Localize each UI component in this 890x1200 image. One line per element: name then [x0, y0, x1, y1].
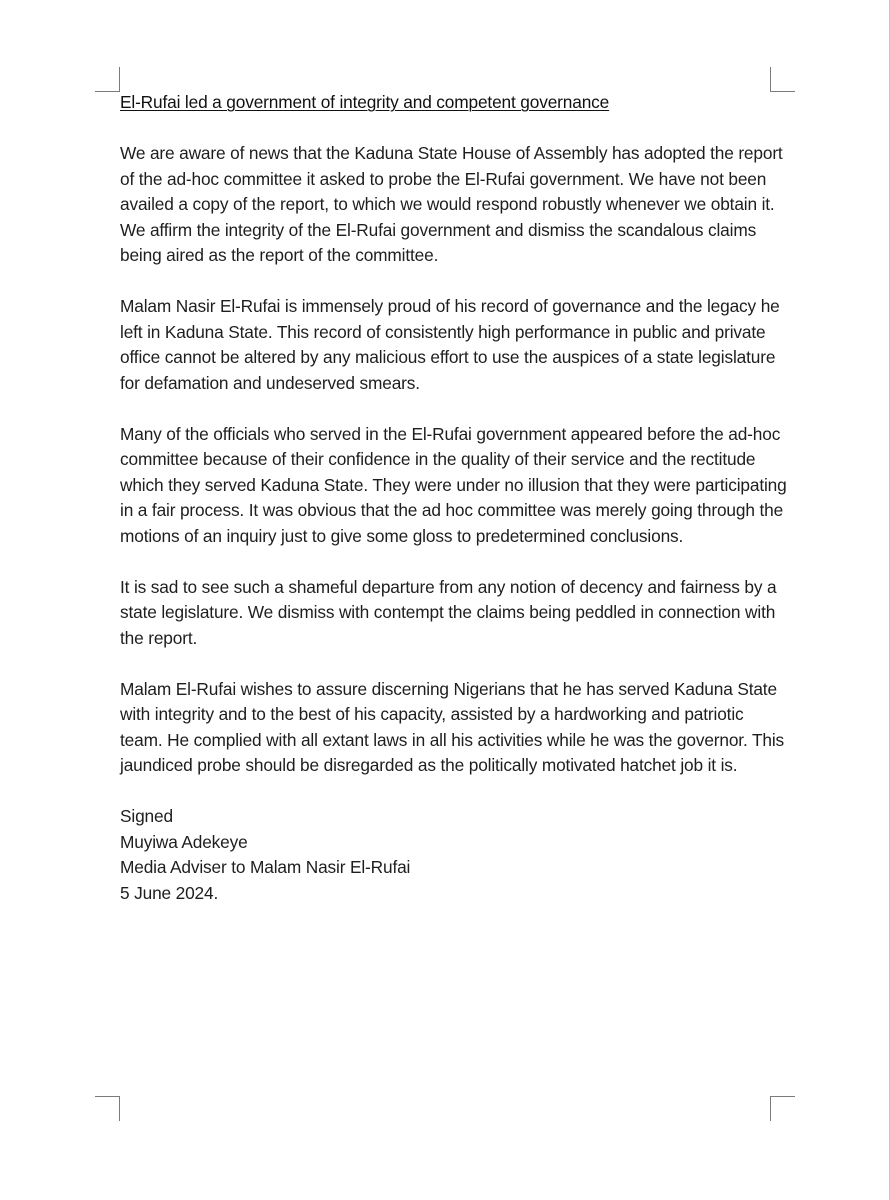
signature-date: 5 June 2024.	[120, 882, 219, 903]
signed-label: Signed	[120, 806, 173, 826]
document-title: El-Rufai led a government of integrity and competent governance	[120, 92, 610, 112]
paragraph-1: We are aware of news that the Kaduna State House of Assembly has adopted the report of the ad-hoc committee it asked to probe the El-Rufai government. We have not been availed a copy of the report, to which we would respond robustly whenever we obtain it. We affirm the integrity of the El-Rufai government and dismiss the scandalous claims being aired as the report of the committee.	[120, 143, 783, 265]
signature-block	[120, 804, 790, 906]
crop-mark-bottom-left	[95, 1096, 120, 1121]
document-body	[120, 90, 790, 906]
signatory-name: Muyiwa Adekeye	[120, 831, 248, 852]
paragraph-2: Malam Nasir El-Rufai is immensely proud of his record of governance and the legacy he left in Kaduna State. This record of consistently high performance in public and private office cannot be altered by any malicious effort to use the auspices of a state legislature for defamation and undeserved smears.	[120, 296, 780, 393]
paragraph-3: Many of the officials who served in the El-Rufai government appeared before the ad-hoc committee because of their confidence in the quality of their service and the rectitude which they served Kaduna State. They were under no illusion that they were participating in a fair process. It was obvious that the ad hoc committee was merely going through the motions of an inquiry just to give some gloss to predetermined conclusions.	[120, 423, 787, 546]
paragraph-4: It is sad to see such a shameful departure from any notion of decency and fairness by a state legislature. We dismiss with contempt the claims being peddled in connection with the report.	[120, 576, 777, 648]
paragraph-5: Malam El-Rufai wishes to assure discerning Nigerians that he has served Kaduna State with integrity and to the best of his capacity, assisted by a hardworking and patriotic team. He complied with all extant laws in all his activities while he was the governor. This jaundiced probe should be disregarded as the politically motivated hatchet job it is.	[120, 678, 784, 775]
crop-mark-bottom-right	[770, 1096, 795, 1121]
signatory-role: Media Adviser to Malam Nasir El-Rufai	[120, 857, 411, 877]
crop-mark-top-left	[95, 67, 120, 92]
crop-mark-top-right	[770, 67, 795, 92]
